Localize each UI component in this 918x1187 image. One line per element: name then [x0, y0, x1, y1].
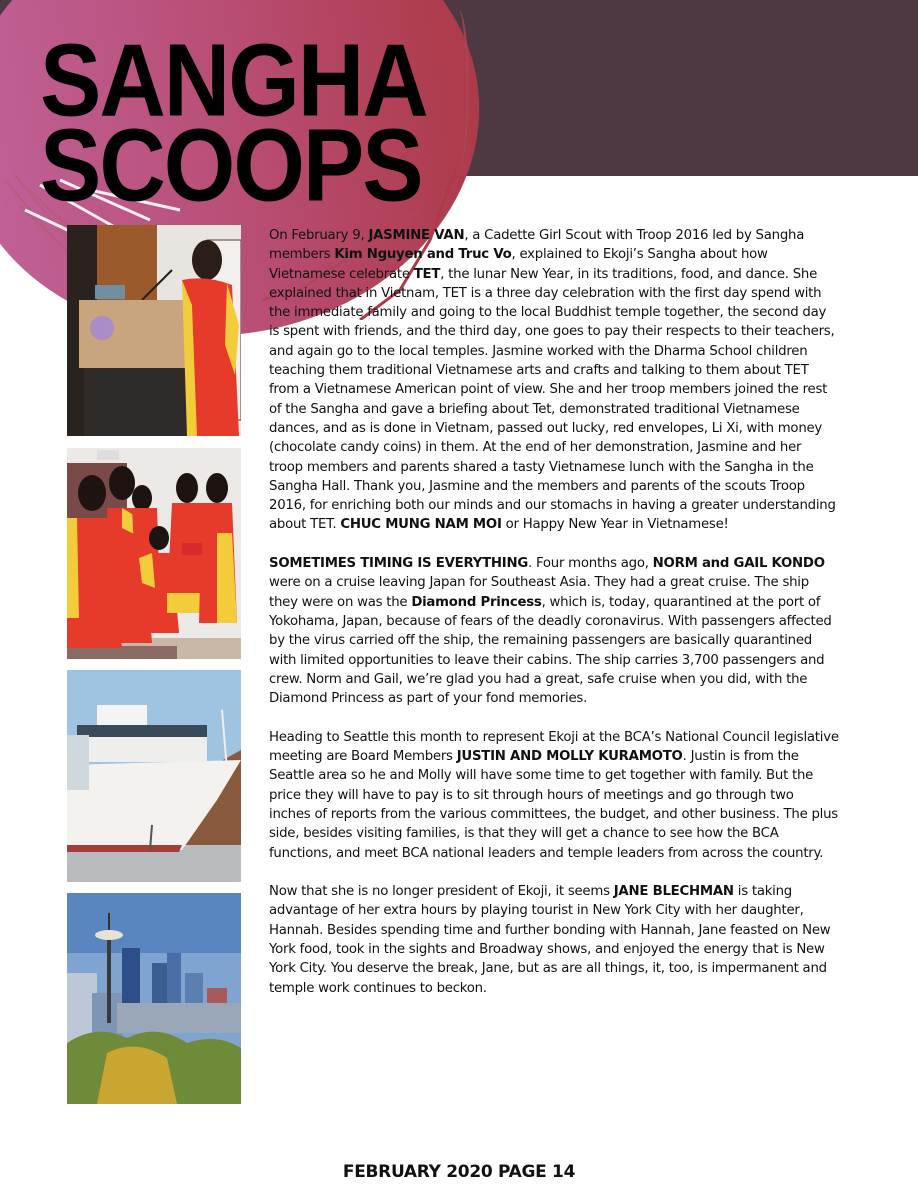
text-run: . Four months ago, [528, 556, 653, 572]
bold-highlight: JUSTIN AND MOLLY KURAMOTO [456, 749, 683, 765]
article-blechman-nyc [269, 882, 839, 998]
text-run: or Happy New Year in Vietnamese! [501, 517, 729, 533]
text-run: Now that she is no longer president of Ekoji, it seems [269, 884, 614, 900]
bold-highlight: TET [413, 266, 441, 282]
article-jasmine-van-tet [269, 226, 839, 535]
bold-highlight: JANE BLECHMAN [613, 884, 734, 900]
bold-highlight: JASMINE VAN [368, 228, 465, 243]
text-run: On February 9, [269, 228, 369, 243]
bold-highlight: CHUC MUNG NAM MOI [340, 517, 502, 533]
photo-speaker-at-podium [67, 225, 241, 436]
text-run: , the lunar New Year, in its traditions, food, and dance. She explained that in Vietnam, TET is a three day celebration with the first day spend with the immediate family and going to the local Buddhist temple together, the second day is spent with friends, and the third day, one goes to pay their respects to their teachers, and again go to the local temples. Jasmine worked with the Dharma School children teaching them traditional Vietnamese arts and crafts and talking to them about TET from a Vietnamese American point of view. She and her troop members joined the rest of the Sangha and gave a briefing about Tet, demonstrated traditional Vietnamese dances, and as is done in Vietnam, passed out lucky, red envelopes, Li Xi, with money (chocolate candy coins) in them. At the end of her demonstration, Jasmine and her troop members and parents shared a tasty Vietnamese lunch with the Sangha in the Sangha Hall. Thank you, Jasmine and the members and parents of the scouts Troop 2016, for enriching both our minds and our stomachs in having a greater understanding about TET. [269, 266, 836, 533]
title-line-1: SANGHA [40, 23, 427, 138]
text-run: , explained to Ekoji’s Sangha about how Vietnamese celebrate [269, 247, 768, 282]
photo-girls-red-envelopes [67, 448, 241, 659]
newsletter-title [40, 23, 427, 223]
article-column [269, 226, 839, 1017]
article-kuramoto-seattle [269, 728, 839, 863]
bold-highlight: NORM and GAIL KONDO [652, 556, 825, 572]
photo-cruise-ship [67, 670, 241, 882]
bold-highlight: Diamond Princess [411, 594, 542, 610]
text-run: , which is, today, quarantined at the port of Yokohama, Japan, because of fears of the deadly coronavirus. With passengers affected by the virus carried off the ship, the remaining passengers are basically quarantined with limited opportunities to leave their cabins. The ship carries 3,700 passengers and crew. Norm and Gail, we’re glad you had a great, safe cruise when you did, with the Diamond Princess as part of your fond memories. [269, 594, 832, 707]
article-kondo-cruise [269, 554, 839, 708]
text-run: . Justin is from the Seattle area so he and Molly will have some time to get together with family. But the price they will have to pay is to sit through hours of meetings and go through two inches of reports from the various committees, the budget, and other business. The plus side, besides visiting families, is that they will get a chance to see how the BCA functions, and meet BCA national leaders and temple leaders from across the country. [269, 749, 838, 861]
bold-highlight: SOMETIMES TIMING IS EVERYTHING [269, 556, 529, 572]
text-run: Heading to Seattle this month to represent Ekoji at the BCA’s National Council legislative meeting are Board Members [269, 729, 839, 765]
text-run: were on a cruise leaving Japan for Southeast Asia. They had a great cruise. The ship they were on was the [269, 575, 809, 610]
page-footer: FEBRUARY 2020 PAGE 14 [342, 1162, 576, 1182]
text-run: , a Cadette Girl Scout with Troop 2016 led by Sangha members [269, 228, 805, 263]
title-line-2: SCOOPS [40, 108, 422, 223]
text-run: is taking advantage of her extra hours by playing tourist in New York City with her daughter, Hannah. Besides spending time and further bonding with Hannah, Jane feasted on New York food, took in the sights and Broadway shows, and enjoyed the energy that is New York City. You deserve the break, Jane, but as are all things, it, too, is impermanent and temple work continues to beckon. [269, 884, 831, 996]
bold-highlight: Kim Nguyen and Truc Vo [334, 247, 512, 263]
brush-edge-decoration [448, 10, 469, 170]
photo-seattle-skyline [67, 893, 241, 1104]
